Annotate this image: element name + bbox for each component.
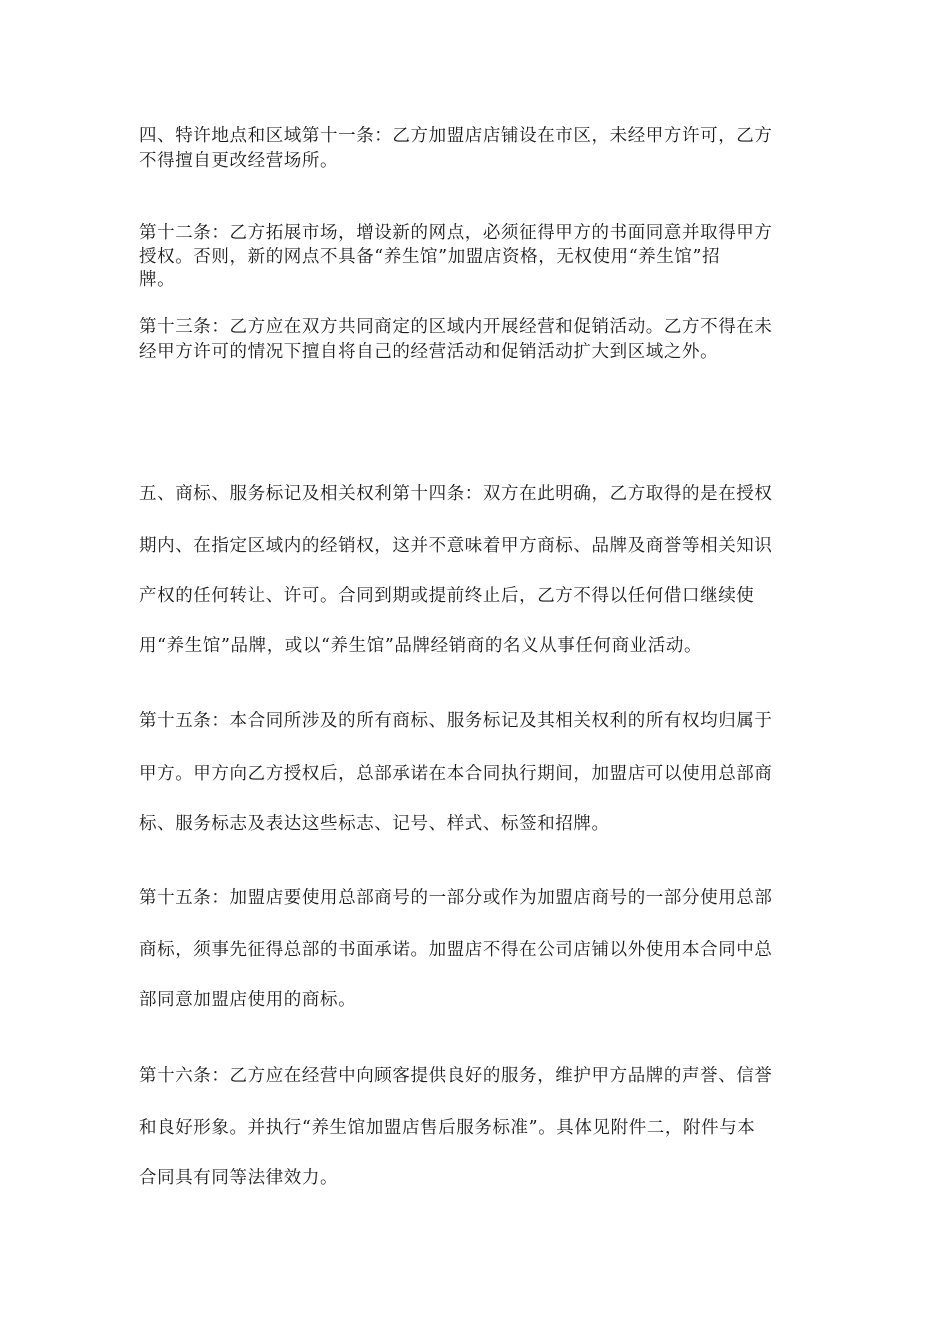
text-line: 产权的任何转让、许可。合同到期或提前终止后，乙方不得以任何借口继续使 <box>139 586 755 606</box>
text-line: 牌。 <box>139 270 176 290</box>
text-line: 用“养生馆”品牌，或以“养生馆”品牌经销商的名义从事任何商业活动。 <box>139 636 703 656</box>
text-line: 部同意加盟店使用的商标。 <box>139 990 357 1010</box>
text-line: 第十三条：乙方应在双方共同商定的区域内开展经营和促销活动。乙方不得在未 <box>139 317 773 337</box>
text-line: 甲方。甲方向乙方授权后，总部承诺在本合同执行期间，加盟店可以使用总部商 <box>139 764 773 784</box>
text-line: 第十六条：乙方应在经营中向顾客提供良好的服务，维护甲方品牌的声誉、信誉 <box>139 1066 773 1086</box>
text-line: 期内、在指定区域内的经销权，这并不意味着甲方商标、品牌及商誉等相关知识 <box>139 536 773 556</box>
text-line: 商标，须事先征得总部的书面承诺。加盟店不得在公司店铺以外使用本合同中总 <box>139 940 773 960</box>
text-line: 第十五条：本合同所涉及的所有商标、服务标记及其相关权利的所有权均归属于 <box>139 711 773 731</box>
text-line: 第十五条：加盟店要使用总部商号的一部分或作为加盟店商号的一部分使用总部 <box>139 888 773 908</box>
text-line: 第十二条：乙方拓展市场，增设新的网点，必须征得甲方的书面同意并取得甲方 <box>139 223 773 243</box>
text-line: 五、商标、服务标记及相关权利第十四条：双方在此明确，乙方取得的是在授权 <box>139 484 773 504</box>
text-line: 授权。否则，新的网点不具备“养生馆”加盟店资格，无权使用“养生馆”招 <box>139 247 721 267</box>
text-line: 标、服务标志及表达这些标志、记号、样式、标签和招牌。 <box>139 814 610 834</box>
text-line: 四、特许地点和区域第十一条：乙方加盟店店铺设在市区，未经甲方许可，乙方 <box>139 126 773 146</box>
text-line: 合同具有同等法律效力。 <box>139 1168 339 1188</box>
text-line: 经甲方许可的情况下擅自将自己的经营活动和促销活动扩大到区域之外。 <box>139 342 719 362</box>
text-line: 和良好形象。并执行“养生馆加盟店售后服务标准”。具体见附件二，附件与本 <box>139 1118 756 1138</box>
text-line: 不得擅自更改经营场所。 <box>139 151 339 171</box>
